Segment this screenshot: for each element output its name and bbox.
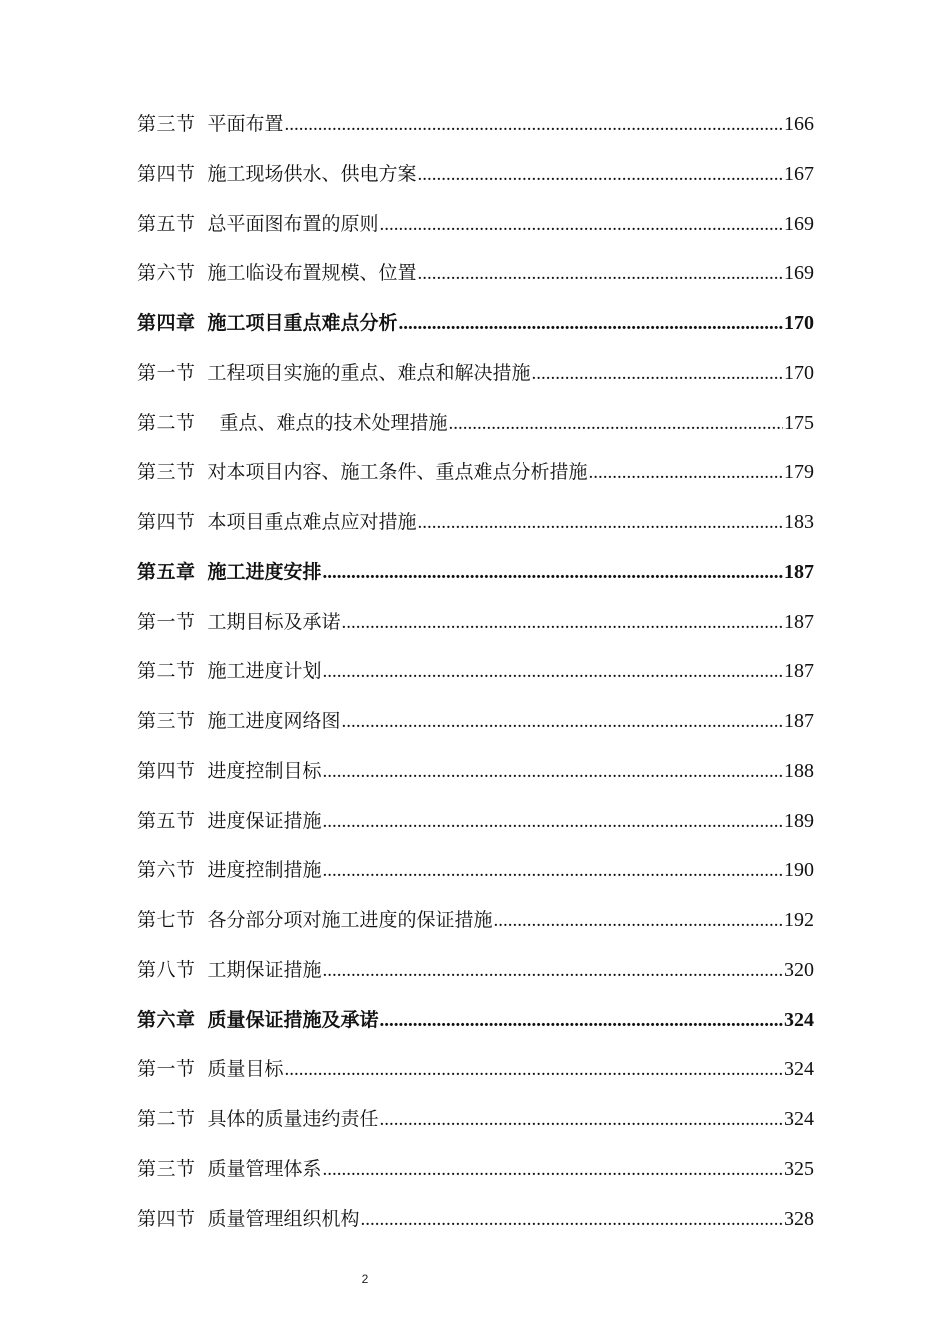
toc-entry[interactable]	[137, 249, 814, 299]
toc-entry-label: 第六节	[137, 262, 196, 285]
dot-leader	[361, 1195, 783, 1245]
dot-leader	[449, 399, 783, 449]
toc-entry-label: 第四节	[137, 1207, 196, 1230]
toc-entry-page: 175	[784, 411, 814, 434]
toc-entry-label: 第八节	[137, 958, 196, 981]
table-of-contents	[137, 100, 814, 1244]
toc-entry-page: 328	[784, 1207, 814, 1230]
toc-entry-title: 质量管理组织机构	[207, 1207, 360, 1230]
toc-entry[interactable]	[137, 200, 814, 250]
dot-leader	[323, 1145, 783, 1195]
toc-entry-title: 进度保证措施	[207, 809, 322, 832]
dot-leader	[323, 548, 783, 598]
toc-entry-label: 第四节	[137, 162, 196, 185]
toc-entry-page: 324	[784, 1058, 814, 1081]
toc-entry-title: 质量目标	[207, 1058, 284, 1081]
toc-entry-page: 324	[784, 1108, 814, 1130]
toc-entry[interactable]	[137, 598, 814, 648]
toc-entry-title: 施工进度网络图	[207, 710, 341, 732]
toc-entry-label: 第六节	[137, 859, 196, 882]
toc-entry-label: 第四节	[137, 511, 196, 533]
toc-entry-title: 进度控制措施	[207, 859, 322, 882]
dot-leader	[323, 647, 783, 697]
toc-entry-title: 施工进度安排	[207, 560, 322, 583]
toc-entry-label: 第二节	[137, 660, 196, 683]
dot-leader	[323, 747, 783, 797]
dot-leader	[380, 996, 783, 1046]
dot-leader	[418, 249, 783, 299]
toc-chapter-entry[interactable]	[137, 299, 814, 349]
page-number: 2	[361, 1272, 369, 1286]
toc-entry-title: 工期目标及承诺	[207, 610, 341, 633]
toc-entry-page: 324	[784, 1008, 814, 1031]
toc-entry-label: 第三节	[137, 1157, 196, 1180]
toc-entry[interactable]	[137, 349, 814, 399]
toc-entry[interactable]	[137, 697, 814, 747]
toc-entry[interactable]	[137, 1095, 814, 1145]
toc-entry-label: 第三节	[137, 113, 196, 135]
toc-entry-page: 179	[784, 461, 814, 484]
toc-entry-title: 平面布置	[207, 113, 284, 135]
toc-entry-label: 第二节	[137, 1108, 196, 1130]
toc-entry-title: 重点、难点的技术处理措施	[219, 411, 448, 434]
toc-entry[interactable]	[137, 747, 814, 797]
toc-entry[interactable]	[137, 1145, 814, 1195]
toc-entry[interactable]	[137, 1045, 814, 1095]
toc-entry-page: 170	[784, 312, 814, 334]
toc-entry[interactable]	[137, 1195, 814, 1245]
toc-entry-label: 第五节	[137, 212, 196, 235]
toc-entry-page: 183	[784, 511, 814, 533]
toc-entry-page: 325	[784, 1157, 814, 1180]
toc-entry[interactable]	[137, 647, 814, 697]
toc-entry-title: 施工现场供水、供电方案	[207, 162, 417, 185]
toc-entry-label: 第五节	[137, 809, 196, 832]
dot-leader	[589, 448, 783, 498]
toc-entry-page: 187	[784, 610, 814, 633]
toc-chapter-entry[interactable]	[137, 548, 814, 598]
toc-entry[interactable]	[137, 399, 814, 449]
toc-entry-label: 第七节	[137, 909, 196, 931]
toc-entry-label: 第四节	[137, 759, 196, 782]
toc-entry-page: 170	[784, 361, 814, 384]
toc-entry-page: 189	[784, 809, 814, 832]
dot-leader	[285, 100, 783, 150]
toc-entry-title: 施工临设布置规模、位置	[207, 262, 417, 285]
toc-entry-label: 第一节	[137, 361, 196, 384]
dot-leader	[323, 797, 783, 847]
toc-entry-label: 第五章	[137, 560, 196, 583]
toc-entry-title: 具体的质量违约责任	[207, 1108, 379, 1130]
toc-entry-page: 187	[784, 560, 814, 583]
toc-entry[interactable]	[137, 846, 814, 896]
toc-entry[interactable]	[137, 448, 814, 498]
toc-entry-title: 总平面图布置的原则	[207, 212, 379, 235]
toc-entry[interactable]	[137, 498, 814, 548]
dot-leader	[342, 697, 783, 747]
toc-entry[interactable]	[137, 100, 814, 150]
toc-entry-page: 167	[784, 162, 814, 185]
toc-entry-title: 质量保证措施及承诺	[207, 1008, 379, 1031]
dot-leader	[494, 896, 783, 946]
toc-entry-page: 192	[784, 909, 814, 931]
toc-entry-title: 质量管理体系	[207, 1157, 322, 1180]
toc-entry-label: 第三节	[137, 710, 196, 732]
toc-entry-title: 工程项目实施的重点、难点和解决措施	[207, 361, 531, 384]
toc-entry-label: 第六章	[137, 1008, 196, 1031]
toc-entry-page: 187	[784, 710, 814, 732]
toc-entry-label: 第三节	[137, 461, 196, 484]
toc-entry-label: 第四章	[137, 312, 196, 334]
toc-entry-title: 各分部分项对施工进度的保证措施	[207, 909, 493, 931]
dot-leader	[323, 946, 783, 996]
dot-leader	[323, 846, 783, 896]
toc-entry[interactable]	[137, 896, 814, 946]
toc-entry-page: 169	[784, 262, 814, 285]
toc-entry-label: 第一节	[137, 1058, 196, 1081]
toc-entry-page: 190	[784, 859, 814, 882]
toc-entry-label: 第二节	[137, 411, 196, 434]
toc-entry-page: 166	[784, 113, 814, 135]
dot-leader	[342, 598, 783, 648]
dot-leader	[399, 299, 783, 349]
toc-entry[interactable]	[137, 946, 814, 996]
dot-leader	[532, 349, 783, 399]
dot-leader	[418, 150, 783, 200]
toc-entry-title: 施工项目重点难点分析	[207, 312, 398, 334]
toc-entry-title: 工期保证措施	[207, 958, 322, 981]
toc-entry-page: 188	[784, 759, 814, 782]
toc-entry-title: 进度控制目标	[207, 759, 322, 782]
toc-entry-page: 187	[784, 660, 814, 683]
toc-entry-label: 第一节	[137, 610, 196, 633]
toc-entry-page: 320	[784, 958, 814, 981]
toc-entry[interactable]	[137, 150, 814, 200]
dot-leader	[380, 1095, 783, 1145]
toc-entry-title: 施工进度计划	[207, 660, 322, 683]
toc-entry-title: 对本项目内容、施工条件、重点难点分析措施	[207, 461, 588, 484]
toc-entry-title: 本项目重点难点应对措施	[207, 511, 417, 533]
toc-entry-page: 169	[784, 212, 814, 235]
toc-chapter-entry[interactable]	[137, 996, 814, 1046]
toc-entry[interactable]	[137, 797, 814, 847]
dot-leader	[380, 200, 783, 250]
dot-leader	[285, 1045, 783, 1095]
dot-leader	[418, 498, 783, 548]
